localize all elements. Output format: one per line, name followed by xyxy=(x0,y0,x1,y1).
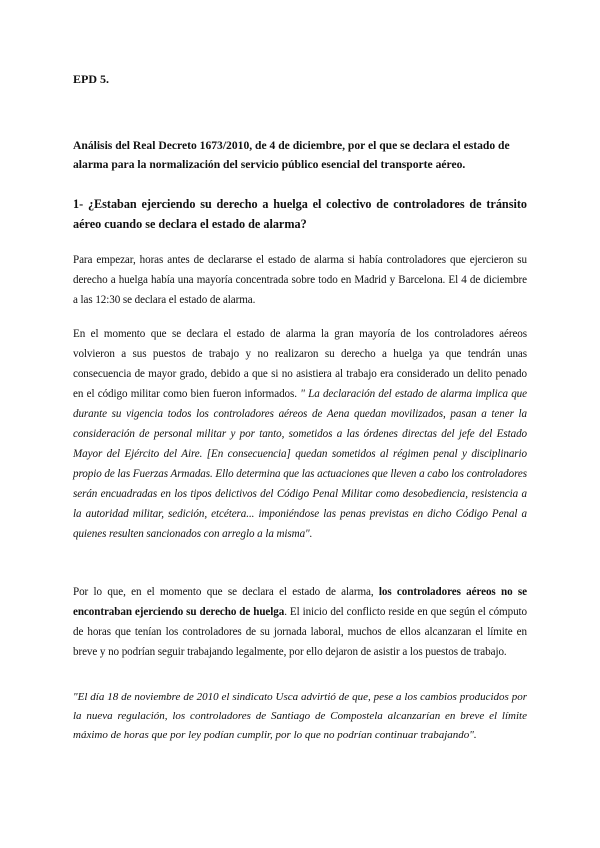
paragraph-intro: Para empezar, horas antes de declararse el estado de alarma si había controladores que ejercieron su derecho a huelga había una mayoría concentrada sobre todo en Madrid y Barcelona. El 4 de diciembre a las 12:30 se declara el estado de alarma. xyxy=(73,254,527,306)
quoted-text: " La declaración del estado de alarma implica que durante su vigencia todos los controladores aéreos de Aena quedan movilizados, pasan a tener la consideración de personal militar y por tanto, sometidos a las órdenes directas del jefe del Estado Mayor del Ejército del Aire. [En consecuencia] quedan sometidos al régimen penal y disciplinario propio de las Fuerzas Armadas. Ello determina que las actuaciones que lleven a cabo los controladores serán encuadradas en los tipos delictivos del Código Penal Militar como desobediencia, resistencia a la autoridad militar, sedición, etcétera... imponiéndose las penas previstas en dicho Código Penal a quienes resulten sancionados con arreglo a la misma". xyxy=(73,388,527,540)
bold-statement: los controladores aéreos no se encontraban ejerciendo su derecho de huelga xyxy=(73,586,527,618)
paragraph-state-of-alarm xyxy=(73,324,527,544)
document-heading: EPD 5. xyxy=(73,72,109,86)
paragraph-conclusion xyxy=(73,582,527,662)
paragraph-text-end: . El inicio del conflicto reside en que según el cómputo de horas que tenían los controladores de su jornada laboral, muchos de ellos alcanzaran el límite en breve y no podrían seguir trabajando legalmente, por ello dejaron de asistir a los puestos de trabajo. xyxy=(73,606,528,658)
document-title: Análisis del Real Decreto 1673/2010, de 4 de diciembre, por el que se declara el estado de alarma para la normalización del servicio público esencial del transporte aéreo. xyxy=(73,139,510,171)
paragraph-text: En el momento que se declara el estado de alarma la gran mayoría de los controladores aéreos volvieron a sus puestos de trabajo y no realizaron su derecho a huelga ya que tendrán unas consecuencia de mayor grado, debido a que si no asistiera al trabajo era considerado un delito penado en el código militar como bien fueron informados. xyxy=(73,328,527,400)
quote-usca: "El día 18 de noviembre de 2010 el sindicato Usca advirtió de que, pese a los cambios producidos por la nueva regulación, los controladores de Santiago de Compostela alcanzarían en breve el límite máximo de horas que por ley podían cumplir, por lo que no podrían continuar trabajando". xyxy=(73,691,527,741)
paragraph-text-start: Por lo que, en el momento que se declara el estado de alarma, xyxy=(73,586,379,598)
question-heading: 1- ¿Estaban ejerciendo su derecho a huelga el colectivo de controladores de tránsito aéreo cuando se declara el estado de alarma? xyxy=(73,197,527,231)
